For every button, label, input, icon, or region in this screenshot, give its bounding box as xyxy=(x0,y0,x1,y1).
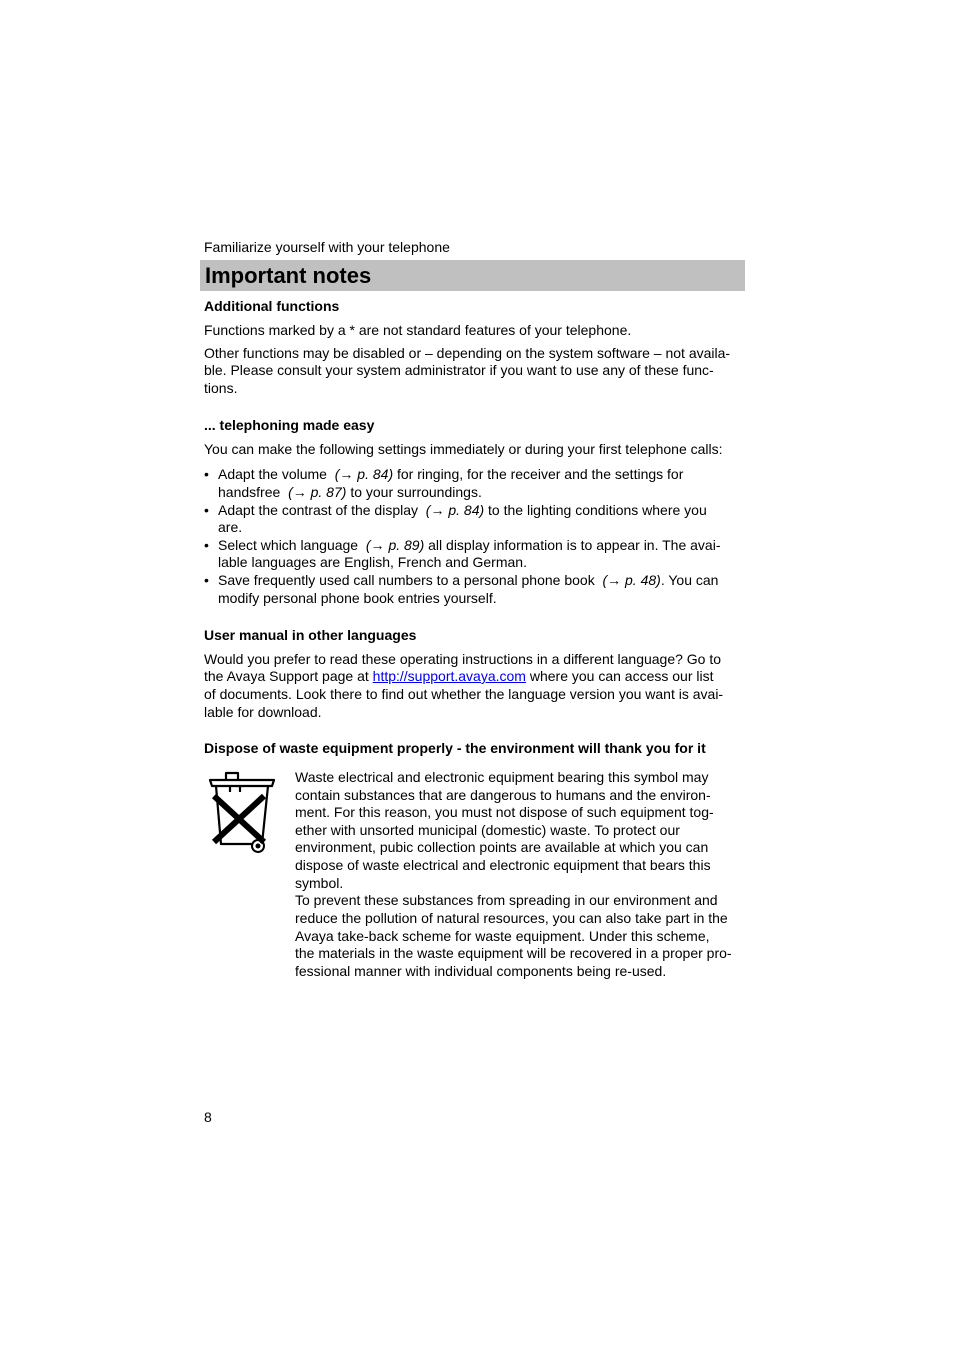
waste-line: the materials in the waste equipment will be recovered in a proper pro- xyxy=(295,945,732,961)
bullet-language-line1 xyxy=(218,537,720,554)
crossed-out-wheelie-bin-icon xyxy=(206,770,278,854)
manual-text: the Avaya Support page at xyxy=(204,668,369,684)
bullet-marker: • xyxy=(204,537,209,553)
waste-line: reduce the pollution of natural resources, you can also take part in the xyxy=(295,910,728,926)
bullet-text: . You can xyxy=(660,572,719,588)
bullet-volume-line1 xyxy=(218,466,683,483)
waste-line: dispose of waste electrical and electronic equipment that bears this xyxy=(295,857,711,873)
bullet-marker: • xyxy=(204,466,209,482)
page-reference: (→ p. 89) xyxy=(365,537,425,553)
page-reference: (→ p. 87) xyxy=(288,484,347,500)
additional-p2-line1: Other functions may be disabled or – depending on the system software – not availa- xyxy=(204,345,731,361)
additional-p2-line3: tions. xyxy=(204,380,238,396)
waste-line: Avaya take-back scheme for waste equipment. Under this scheme, xyxy=(295,928,710,944)
heading-waste-disposal: Dispose of waste equipment properly - the environment will thank you for it xyxy=(204,740,706,756)
bullet-text: for ringing, for the receiver and the settings for xyxy=(397,466,684,482)
bullet-contrast-line1 xyxy=(218,502,707,519)
bullet-text: Adapt the contrast of the display xyxy=(218,502,419,518)
waste-line: Waste electrical and electronic equipment bearing this symbol may xyxy=(295,769,709,785)
waste-line: contain substances that are dangerous to humans and the environ- xyxy=(295,787,711,803)
additional-p1: Functions marked by a * are not standard features of your telephone. xyxy=(204,322,632,338)
bullet-marker: • xyxy=(204,502,209,518)
heading-telephoning-easy: ... telephoning made easy xyxy=(204,417,375,433)
bullet-phonebook-line2: modify personal phone book entries yourself. xyxy=(218,590,497,606)
avaya-support-link[interactable]: http://support.avaya.com xyxy=(372,668,526,684)
bullet-volume-line2 xyxy=(218,484,482,501)
heading-additional-functions: Additional functions xyxy=(204,298,340,314)
page-reference: (→ p. 48) xyxy=(602,572,661,588)
bullet-text: to your surroundings. xyxy=(350,484,482,500)
bullet-text: handsfree xyxy=(218,484,281,500)
bullet-text: all display information is to appear in. The avai- xyxy=(428,537,721,553)
page-title: Important notes xyxy=(205,263,372,288)
additional-p2-line2: ble. Please consult your system administrator if you want to use any of these func- xyxy=(204,362,714,378)
title-bar xyxy=(200,260,745,291)
waste-line: To prevent these substances from spreading in our environment and xyxy=(295,892,718,908)
manual-line2 xyxy=(204,668,714,685)
waste-line: ether with unsorted municipal (domestic) waste. To protect our xyxy=(295,822,680,838)
waste-line: ment. For this reason, you must not dispose of such equipment tog- xyxy=(295,804,714,820)
bullet-language-line2: lable languages are English, French and German. xyxy=(218,554,527,570)
bullet-marker: • xyxy=(204,572,209,588)
manual-line1: Would you prefer to read these operating instructions in a different language? Go to xyxy=(204,651,722,667)
manual-line4: lable for download. xyxy=(204,704,322,720)
bullet-text: Adapt the volume xyxy=(218,466,327,482)
bullet-text: Select which language xyxy=(218,537,359,553)
easy-intro: You can make the following settings immediately or during your first telephone calls: xyxy=(204,441,723,457)
heading-user-manual: User manual in other languages xyxy=(204,627,417,643)
bullet-text: to the lighting conditions where you xyxy=(488,502,707,518)
waste-line: fessional manner with individual components being re-used. xyxy=(295,963,667,979)
page-reference: (→ p. 84) xyxy=(334,466,394,482)
bullet-phonebook-line1 xyxy=(218,572,718,589)
chapter-header: Familiarize yourself with your telephone xyxy=(204,239,450,255)
bullet-contrast-line2: are. xyxy=(218,519,243,535)
bullet-text: Save frequently used call numbers to a personal phone book xyxy=(218,572,595,588)
page-reference: (→ p. 84) xyxy=(425,502,485,518)
manual-line3: of documents. Look there to find out whether the language version you want is avai- xyxy=(204,686,724,702)
manual-text: where you can access our list xyxy=(525,668,714,684)
waste-line: environment, pubic collection points are available at which you can xyxy=(295,839,709,855)
page-number: 8 xyxy=(204,1109,212,1125)
waste-line: symbol. xyxy=(295,875,344,891)
